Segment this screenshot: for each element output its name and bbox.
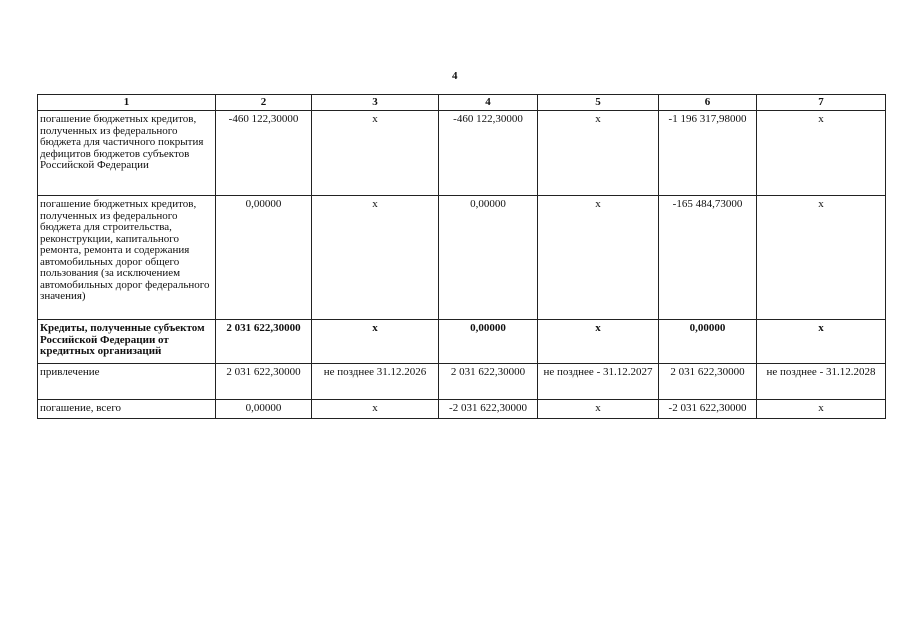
table-row: [38, 196, 886, 320]
table-row: [38, 400, 886, 419]
row-value-col4: 0,00000: [439, 320, 538, 364]
row-description: погашение бюджетных кредитов, полученных из федерального бюджета для частичного покрытия дефицитов бюджетов субъектов Российской Федерации: [38, 111, 216, 196]
row-value-col6: 0,00000: [659, 320, 757, 364]
row-description: погашение бюджетных кредитов, полученных из федерального бюджета для строительства, реконструкции, капитального ремонта, ремонта и содержания автомобильных дорог общего пользования (за исключением автомобильных дорог федерального значения): [38, 196, 216, 320]
table-row: [38, 111, 886, 196]
column-header-4: 4: [439, 95, 538, 111]
row-value-col6: 2 031 622,30000: [659, 364, 757, 400]
row-value-col7: х: [757, 320, 886, 364]
row-description: привлечение: [38, 364, 216, 400]
page-number: 4: [452, 70, 458, 82]
row-value-col2: 2 031 622,30000: [216, 320, 312, 364]
column-header-5: 5: [538, 95, 659, 111]
row-value-col2: -460 122,30000: [216, 111, 312, 196]
budget-table: [37, 94, 886, 419]
row-value-col3: х: [312, 196, 439, 320]
row-value-col6: -1 196 317,98000: [659, 111, 757, 196]
row-description: Кредиты, полученные субъектом Российской Федерации от кредитных организаций: [38, 320, 216, 364]
row-value-col5: не позднее - 31.12.2027: [538, 364, 659, 400]
row-value-col5: х: [538, 400, 659, 419]
table-row: [38, 320, 886, 364]
row-value-col2: 0,00000: [216, 196, 312, 320]
row-value-col7: х: [757, 196, 886, 320]
table-row: [38, 364, 886, 400]
row-value-col5: х: [538, 111, 659, 196]
row-value-col2: 0,00000: [216, 400, 312, 419]
row-value-col3: х: [312, 111, 439, 196]
column-header-3: 3: [312, 95, 439, 111]
column-header-7: 7: [757, 95, 886, 111]
column-header-1: 1: [38, 95, 216, 111]
row-value-col5: х: [538, 320, 659, 364]
row-value-col3: х: [312, 400, 439, 419]
row-description: погашение, всего: [38, 400, 216, 419]
row-value-col7: х: [757, 111, 886, 196]
row-value-col7: х: [757, 400, 886, 419]
row-value-col6: -2 031 622,30000: [659, 400, 757, 419]
row-value-col7: не позднее - 31.12.2028: [757, 364, 886, 400]
row-value-col3: не позднее 31.12.2026: [312, 364, 439, 400]
row-value-col4: -2 031 622,30000: [439, 400, 538, 419]
row-value-col2: 2 031 622,30000: [216, 364, 312, 400]
row-value-col3: х: [312, 320, 439, 364]
row-value-col4: -460 122,30000: [439, 111, 538, 196]
row-value-col4: 0,00000: [439, 196, 538, 320]
row-value-col5: х: [538, 196, 659, 320]
row-value-col6: -165 484,73000: [659, 196, 757, 320]
row-value-col4: 2 031 622,30000: [439, 364, 538, 400]
column-header-2: 2: [216, 95, 312, 111]
table-header-row: [38, 95, 886, 111]
column-header-6: 6: [659, 95, 757, 111]
